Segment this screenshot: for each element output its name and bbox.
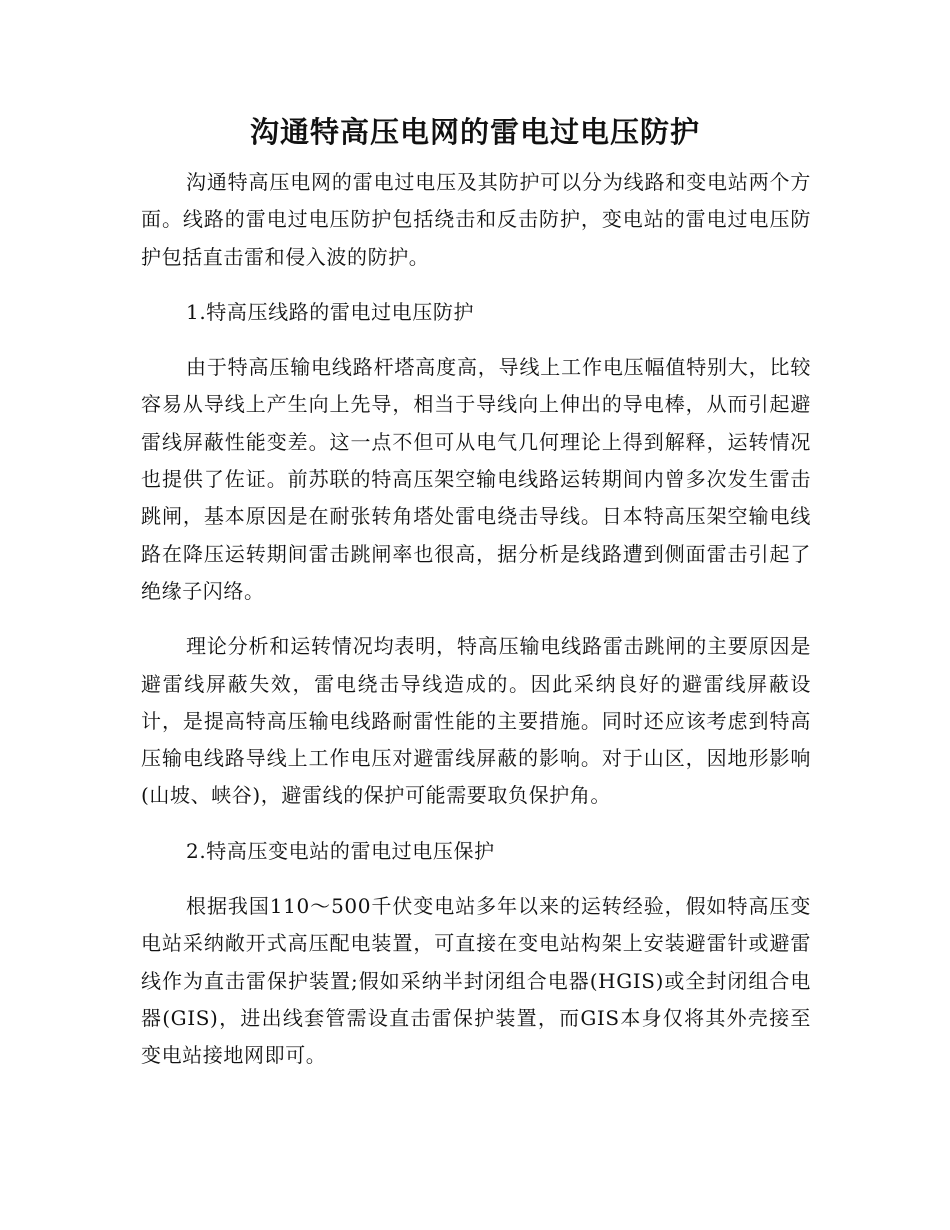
document-title: 沟通特高压电网的雷电过电压防护 <box>249 115 700 149</box>
section-2-heading: 2.特高压变电站的雷电过电压保护 <box>186 838 495 863</box>
section-1-paragraph-1: 由于特高压输电线路杆塔高度高，导线上工作电压幅值特别大，比较容易从导线上产生向上先导，相当于导线向上伸出的导电棒，从而引起避雷线屏蔽性能变差。这一点不但可从电气几何理论上得到解释，运转情况也提供了佐证。前苏联的特高压架空输电线路运转期间内曾多次发生雷击跳闸，基本原因是在耐张转角塔处雷电绕击导线。日本特高压架空输电线路在降压运转期间雷击跳闸率也很高，据分析是线路遭到侧面雷击引起了绝缘子闪络。 <box>141 355 811 603</box>
intro-paragraph: 沟通特高压电网的雷电过电压及其防护可以分为线路和变电站两个方面。线路的雷电过电压防护包括绕击和反击防护，变电站的雷电过电压防护包括直击雷和侵入波的防护。 <box>141 170 811 269</box>
section-1-paragraph-2: 理论分析和运转情况均表明，特高压输电线路雷击跳闸的主要原因是避雷线屏蔽失效，雷电绕击导线造成的。因此采纳良好的避雷线屏蔽设计，是提高特高压输电线路耐雷性能的主要措施。同时还应该考虑到特高压输电线路导线上工作电压对避雷线屏蔽的影响。对于山区，因地形影响(山坡、峡谷)，避雷线的保护可能需要取负保护角。 <box>141 634 811 808</box>
document-body <box>141 164 811 1093</box>
section-2-paragraph-1: 根据我国110～500千伏变电站多年以来的运转经验，假如特高压变电站采纳敞开式高压配电装置，可直接在变电站构架上安装避雷针或避雷线作为直击雷保护装置;假如采纳半封闭组合电器(HGIS)或全封闭组合电器(GIS)，进出线套管需设直击雷保护装置，而GIS本身仅将其外壳接至变电站接地网即可。 <box>141 894 811 1068</box>
section-1-heading: 1.特高压线路的雷电过电压防护 <box>186 299 475 324</box>
